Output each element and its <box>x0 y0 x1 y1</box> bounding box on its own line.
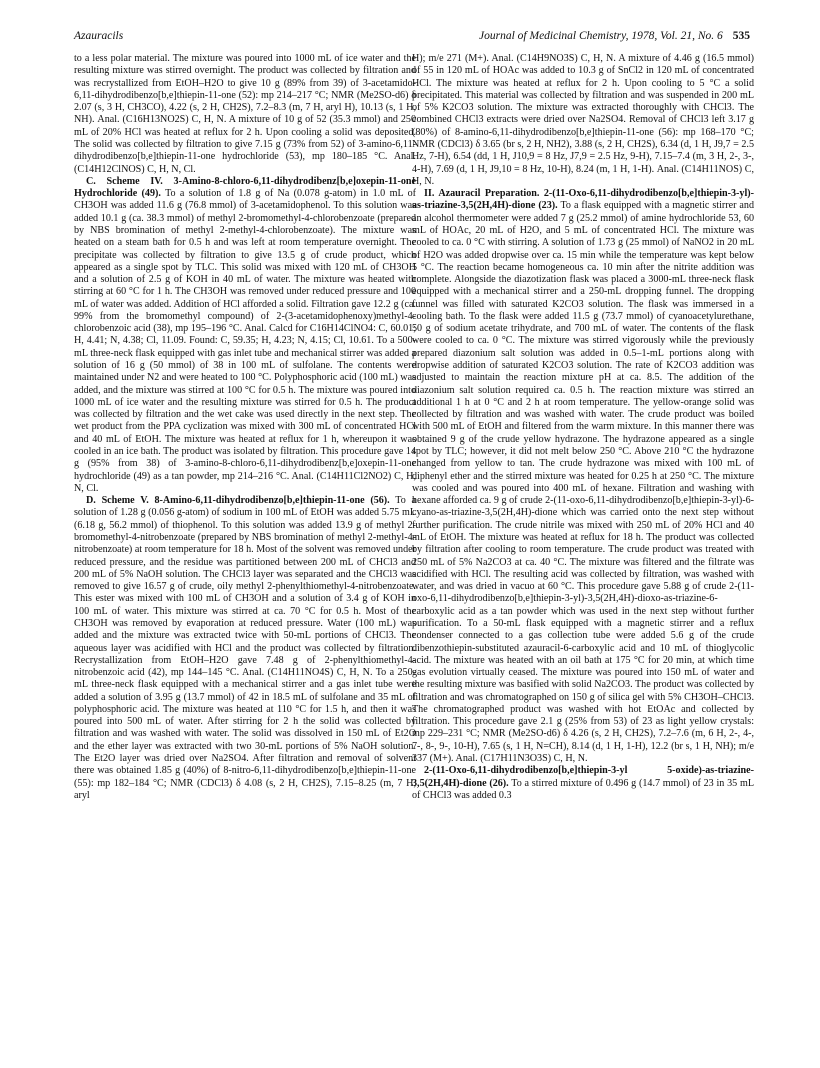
header-section-title: Azauracils <box>74 30 124 42</box>
paragraph <box>412 188 754 765</box>
paragraph <box>74 495 416 802</box>
paragraph <box>74 176 416 495</box>
right-column <box>412 53 754 802</box>
running-header <box>74 30 750 46</box>
section-heading: 2-(11-Oxo-6,11-dihydrodibenzo[b,e]thiepin-3-yl 5-oxide)-as-triazine-3,5(2H,4H)-dione (26). <box>412 765 754 789</box>
section-heading: II. Azauracil Preparation. 2-(11-Oxo-6,11-dihydrodibenzo[b,e]thiepin-3-yl)-as-triazine-3,5(2H,4H)-dione (23). <box>412 188 754 212</box>
section-heading: D. Scheme V. 8-Amino-6,11-dihydrodibenzo[b,e]thiepin-11-one (56). <box>86 495 390 507</box>
paragraph-body: To a solution of 1.8 g of Na (0.078 g-atom) in 1.0 mL of CH3OH was added 11.6 g (76.8 mmol) of 3-acetamidophenol. To this solution was added 10.1 g (ca. 38.3 mmol) of methyl 2-bromomethyl-4-chlorobenzoate (prepared by NBS bromination of methyl 2-methyl-4-chlorobenzoate). The mixture was heated on a steam bath for 0.5 h and was left at room temperature overnight. The precipitate was collected by filtration to give 13.5 g of crude product, which appeared as a single spot by TLC. This solid was mixed with 120 mL of CH3OH and a solution of 2.5 g of KOH in 40 mL of water. The mixture was heated with stirring at 60 °C for 1 h. The CH3OH was removed under reduced pressure and 100 mL of water was added. Addition of HCl afforded a solid. Filtration gave 12.2 g (ca. 99% from the bromomethyl compound) of 2-(3-acetamidophenoxy)methyl-4-chlorobenzoic acid (38), mp 195–196 °C. Anal. Calcd for C16H14ClNO4: C, 60.01; H, 4.41; N, 4.38; Cl, 11.09. Found: C, 59.35; H, 4.23; N, 4.15; Cl, 10.61. To a 500-mL three-neck flask equipped with gas inlet tube and mechanical stirrer was added a solution of 16 g (50 mmol) of 38 in 100 mL of sulfolane. The contents were maintained under N2 and were heated to 100 °C. Polyphosphoric acid (100 mL) was added, and the mixture was stirred at 100 °C for 0.5 h. The mixture was poured into 1000 mL of ice water and the resulting mixture was stirred for 0.5 h. The product was collected by filtration and the wet cake was used directly in the next step. The wet product from the PPA cyclization was mixed with 300 mL of concentrated HCl and 40 mL of EtOH. The mixture was heated at reflux for 1 h, whereupon it was cooled in an ice bath. The product was isolated by filtration. This procedure gave 14 g (95% from 38) of 3-amino-8-chloro-6,11-dihydrodibenz[b,e]oxepin-11-one hydrochloride (49) as a tan powder, mp 214–216 °C. Anal. (C14H11Cl2NO2) C, H, N, Cl. <box>74 188 416 494</box>
header-journal-citation: Journal of Medicinal Chemistry, 1978, Vol. 21, No. 6 <box>479 30 723 42</box>
header-journal-info <box>479 30 750 42</box>
page-number: 535 <box>732 30 750 42</box>
paragraph-body: To a flask equipped with a magnetic stirrer and an alcohol thermometer were added 7 g (25.2 mmol) of amine hydrochloride 53, 60 mL of HOAc, 20 mL of H2O, and 5 mL of concentrated HCl. The mixture was cooled to ca. 0 °C with stirring. A solution of 1.73 g (25 mmol) of NaNO2 in 20 mL of H2O was added dropwise over ca. 15 min while the temperature was kept below 5 °C. The reaction became homogeneous ca. 10 min after the nitrite addition was complete. Alongside the diazotization flask was placed a 3000-mL three-neck flask equipped with a mechanical stirrer and a 250-mL dropping funnel. The dropping funnel was filled with saturated K2CO3 solution. The flask was immersed in a cooling bath. To the flask were added 11.5 g (73.7 mmol) of cyanoacetylurethane, 50 g of sodium acetate trihydrate, and 700 mL of water. The contents of the flask were cooled to ca. 0 °C. The mixture was stirred vigorously while the previously prepared diazonium salt solution was added in 0.5–1-mL portions along with dropwise addition of saturated K2CO3 solution. The rate of K2CO3 addition was adjusted to maintain the reaction mixture pH at ca. 8.5. The addition of the diazonium salt solution required ca. 0.5 h. The reaction mixture was stirred an additional 1 h at 0 °C and 2 h at room temperature. The yellow-orange solid was collected by filtration and was washed with water. The crude product was boiled with 500 mL of EtOH and filtered from the warm mixture. In this manner there was obtained 9 g of the crude yellow hydrazone. The hydrazone appeared as a single spot by TLC; however, it did not melt below 250 °C. Above 210 °C the hydrazone changed from yellow to tan. The crude hydrazone was mixed with 100 mL of diphenyl ether and the stirred mixture was heated for 0.25 h at 250 °C. The mixture was cooled and was poured into 400 mL of hexane. Filtration and washing with hexane afforded ca. 9 g of crude 2-(11-oxo-6,11-dihydrodibenzo[b,e]thiepin-3-yl)-6-cyano-as-triazine-3,5(2H,4H)-dione which was carried onto the next step without further purification. The crude nitrile was mixed with 250 mL of 20% HCl and 40 mL of EtOH. The mixture was heated at reflux for 18 h. The product was collected by filtration after cooling to room temperature. The crude product was treated with 250 mL of 5% Na2CO3 at ca. 40 °C. The mixture was filtered and the filtrate was acidified with HCl. The resulting acid was collected by filtration, was washed with water, and was dried in vacuo at 60 °C. This procedure gave 5.88 g of crude 2-(11-oxo-6,11-dihydrodibenzo[b,e]thiepin-3-yl)-3,5(2H,4H)-dioxo-as-triazine-6-carboxylic acid as a tan powder which was used in the next step without further purification. To a 50-mL flask equipped with a magnetic stirrer and a reflux condenser connected to a gas collection tube were added 5.6 g of the crude dibenzothiepin-substituted azauracil-6-carboxylic acid and 10 mL of thioglycolic acid. The mixture was heated with an oil bath at 175 °C for 20 min, at which time gas evolution virtually ceased. The mixture was poured into 150 mL of water and the resulting mixture was basified with solid Na2CO3. The product was collected by filtration and was chromatographed on 150 g of silica gel with 5% CH3OH–CHCl3. The chromatographed product was washed with hot EtOAc and collected by filtration. This procedure gave 2.1 g (25% from 53) of 23 as light yellow crystals: mp 229–231 °C; NMR (Me2SO-d6) δ 4.26 (s, 2 H, CH2S), 7.2–7.6 (m, 6 H, 2-, 4-, 7-, 8-, 9-, 10-H), 7.65 (s, 1 H, N=CH), 8.14 (d, 1 H, 1-H), 12.2 (br s, 1 H, NH); m/e 337 (M+). Anal. (C17H11N3O3S) C, H, N. <box>412 200 754 765</box>
section-heading: C. Scheme IV. 3-Amino-8-chloro-6,11-dihydrodibenz[b,e]oxepin-11-one Hydrochloride (49). <box>74 175 416 200</box>
paragraph-body: To a stirred mixture of 0.496 g (14.7 mmol) of 23 in 35 mL of CHCl3 was added 0.3 <box>412 777 754 801</box>
paragraph <box>412 765 754 802</box>
paragraph: to a less polar material. The mixture was poured into 1000 mL of ice water and the resulting mixture was stirred overnight. The product was collected by filtration and was recrystallized from EtOH–H2O to give 10 g (89% from 39) of 3-acetamido-6,11-dihydrodibenzo[b,e]thiepin-11-one (52): mp 214–217 °C; NMR (Me2SO-d6) δ 2.07 (s, 3 H, CH3CO), 4.22 (s, 2 H, CH2S), 7.2–8.3 (m, 7 H, aryl H), 10.13 (s, 1 H, NH). Anal. (C16H13NO2S) C, H, N. A mixture of 10 g of 52 (35.3 mmol) and 250 mL of 20% HCl was heated at reflux for 2 h. Upon cooling a solid was deposited. The solid was collected by filtration to give 7.15 g (73% from 52) of 3-amino-6,11-dihydrodibenzo[b,e]thiepin-11-one hydrochloride (53), mp 180–185 °C. Anal. (C14H12ClNOS) C, H, N, Cl. <box>74 53 416 175</box>
paragraph-body: To a solution of 1.28 g (0.056 g-atom) of sodium in 100 mL of EtOH was added 5.75 mL (6.18 g, 56.2 mmol) of thiophenol. To this solution was added 13.9 g of methyl 2-bromomethyl-4-nitrobenzoate (prepared by NBS bromination of methyl 2-methyl-4-nitrobenzoate) at room temperature for 18 h. Most of the solvent was removed under reduced pressure, and the residue was partitioned between 200 mL of CHCl3 and 200 mL of 5% NaOH solution. The CHCl3 layer was separated and the CHCl3 was removed to give 16.57 g of crude, oily methyl 2-phenylthiomethyl-4-nitrobenzoate. This ester was mixed with 100 mL of CH3OH and a solution of 3.4 g of KOH in 100 mL of water. This mixture was stirred at ca. 70 °C for 0.5 h. Most of the CH3OH was removed by evaporation at reduced pressure. Water (100 mL) was added and the mixture was extracted twice with 50-mL portions of CHCl3. The aqueous layer was acidified with HCl and the product was collected by filtration. Recrystallization from EtOH–H2O gave 7.48 g of 2-phenylthiomethyl-4-nitrobenzoic acid (42), mp 144–145 °C. Anal. (C14H11NO4S) C, H, N. To a 250-mL three-neck flask equipped with a mechanical stirrer and a gas inlet tube were added a solution of 3.95 g (13.7 mmol) of 42 in 18.5 mL of sulfolane and 35 mL of polyphosphoric acid. The mixture was heated at 110 °C for 1.5 h, and then it was poured into 500 mL of water. After stirring for 2 h the solid was collected by filtration and was washed with water. The solid was dissolved in 150 mL of Et2O and the ether layer was extracted with two 30-mL portions of 5% NaOH solution. The Et2O layer was dried over Na2SO4. After filtration and removal of solvent there was obtained 1.85 g (40%) of 8-nitro-6,11-dihydrodibenzo[b,e]thiepin-11-one (55): mp 182–184 °C; NMR (CDCl3) δ 4.08 (s, 2 H, CH2S), 7.15–8.25 (m, 7 H, aryl <box>74 495 417 801</box>
paragraph: H); m/e 271 (M+). Anal. (C14H9NO3S) C, H, N. A mixture of 4.46 g (16.5 mmol) of 55 in 120 mL of HOAc was added to 10.3 g of SnCl2 in 120 mL of concentrated HCl. The mixture was heated at reflux for 2 h. Upon cooling to 5 °C a solid precipitated. This material was collected by filtration and was suspended in 200 mL of 5% K2CO3 solution. The mixture was extracted thoroughly with CHCl3. The combined CHCl3 extracts were dried over Na2SO4. Removal of CHCl3 left 3.17 g (80%) of 8-amino-6,11-dihydrodibenzo[b,e]thiepin-11-one (56): mp 168–170 °C; NMR (CDCl3) δ 3.65 (br s, 2 H, NH2), 3.88 (s, 2 H, CH2S), 6.34 (d, 1 H, J9,7 = 2.5 Hz, 7-H), 6.54 (dd, 1 H, J10,9 = 8 Hz, J7,9 = 2.5 Hz, 9-H), 7.15–7.4 (m, 3 H, 2-, 3-, 4-H), 7.69 (d, 1 H, J9,10 = 8 Hz, 10-H), 8.24 (m, 1 H, 1-H). Anal. (C14H11NOS) C, H, N. <box>412 53 754 187</box>
left-column <box>74 53 416 802</box>
